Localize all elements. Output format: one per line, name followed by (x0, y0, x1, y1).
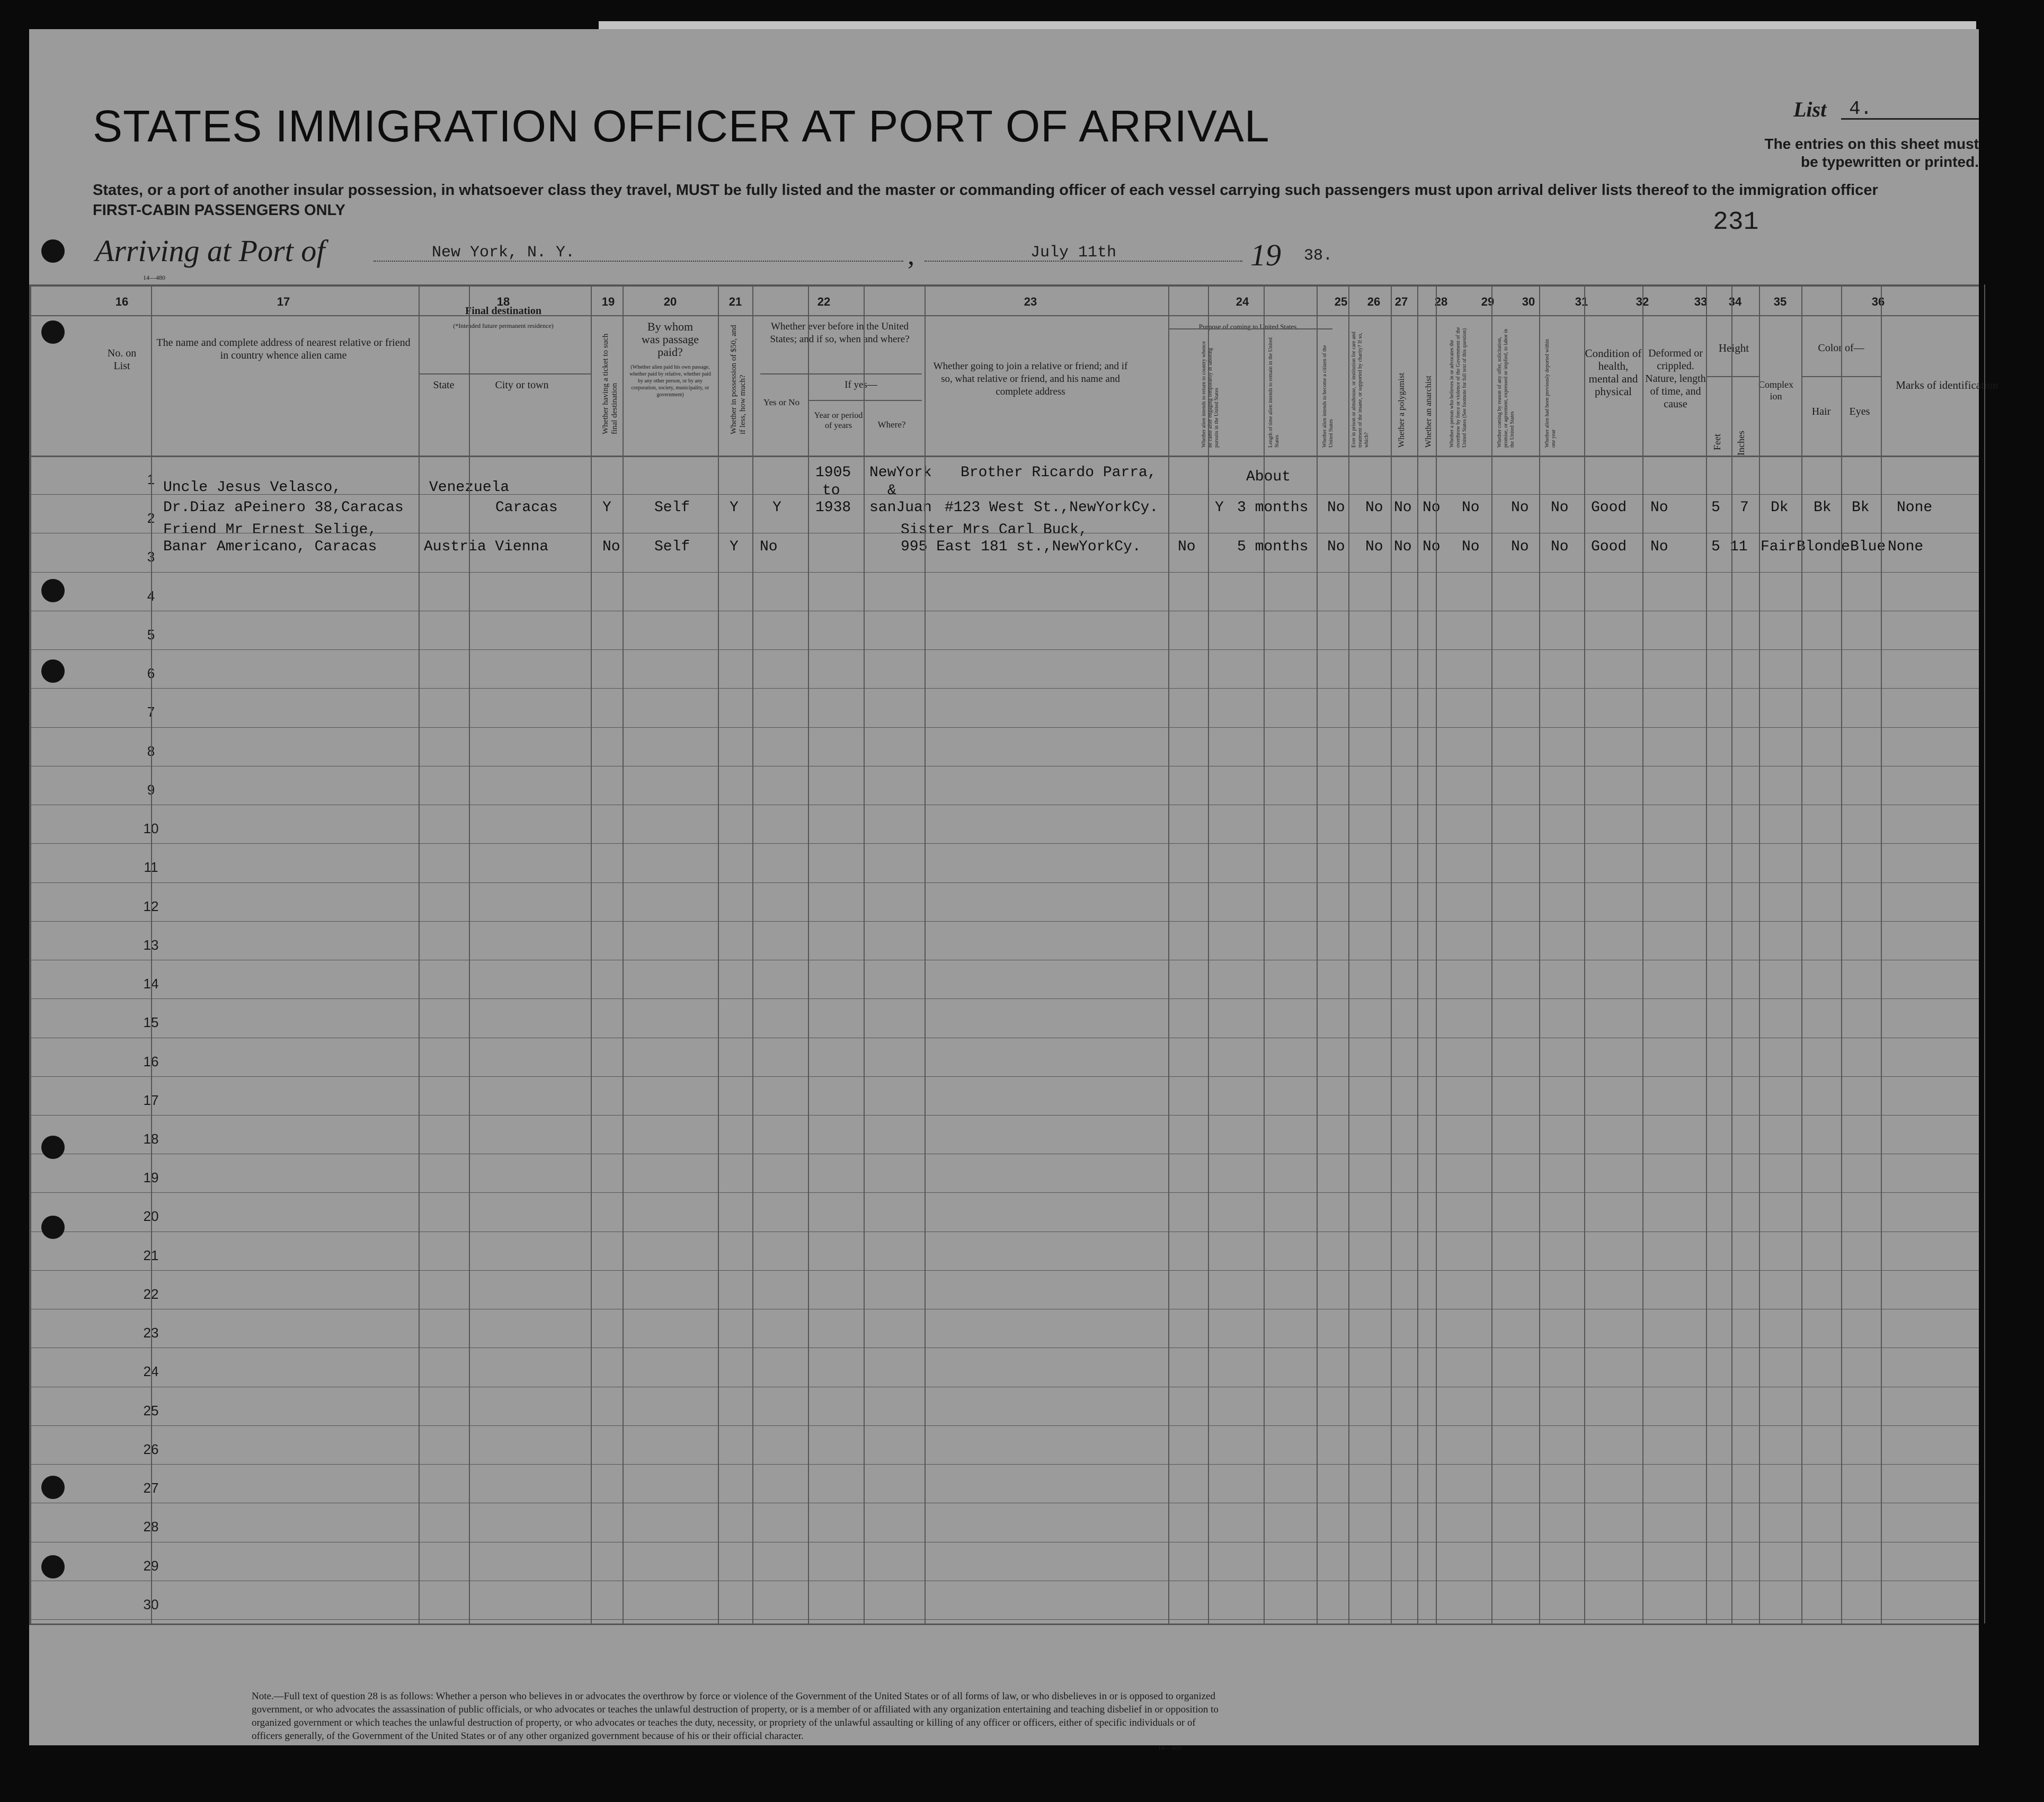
header-where: Where? (877, 420, 906, 430)
entry2-money: Y (730, 539, 739, 555)
entry2-offer: No (1511, 539, 1529, 555)
grid-line (1642, 284, 1643, 1623)
col-26: 26 (1367, 295, 1381, 308)
form-number: 14—480 (143, 274, 165, 281)
row-number: 12 (143, 898, 159, 914)
header-purpose-citizen: Whether alien intends to become a citizen of the United States (1322, 345, 1334, 448)
entry1-anarchist: No (1423, 499, 1441, 516)
row-number: 25 (143, 1403, 159, 1419)
header-overthrow: Whether a person who believes in or advocates the overthrow by force or violence of the Government of the United States (See footnote for full text of this question) (1449, 327, 1468, 448)
col-25: 25 (1334, 295, 1348, 308)
entry2-join-line2: 995 East 181 st.,NewYorkCy. (901, 539, 1141, 555)
entry1-join-line2: #123 West St.,NewYorkCy. (945, 499, 1159, 516)
entry1-deformed: No (1650, 499, 1668, 516)
grid-line (29, 688, 1979, 689)
grid-line (29, 727, 1979, 728)
grid-line (151, 284, 152, 1623)
entry2-relative-line1: Friend Mr Ernest Selige, (163, 522, 377, 538)
grid-line (29, 494, 1979, 495)
entry1-years-line3: 1938 (815, 499, 851, 516)
row-number: 16 (143, 1054, 159, 1069)
entry2-hair: Blonde (1797, 539, 1850, 555)
row-number: 1 (147, 471, 155, 487)
row-number: 21 (143, 1247, 159, 1263)
header-hair: Hair (1811, 406, 1831, 417)
entry1-length-line2: 3 months (1237, 499, 1309, 516)
arriving-label: Arriving at Port of (95, 234, 325, 268)
grid-line (1731, 284, 1732, 1623)
header-purpose-length: Length of time alien intends to remain in the United States (1268, 337, 1280, 448)
row-number: 17 (143, 1092, 159, 1108)
header-if-yes: If yes— (845, 379, 877, 390)
col-24: 24 (1236, 295, 1249, 308)
row-number: 4 (147, 588, 155, 604)
col-17: 17 (277, 295, 290, 308)
binder-hole (41, 579, 65, 602)
grid-line (1391, 284, 1392, 1623)
grid-line (1208, 284, 1209, 1623)
grid-line (1348, 284, 1349, 1623)
row-number: 15 (143, 1014, 159, 1030)
entry1-offer: No (1511, 499, 1529, 516)
grid-line (419, 373, 591, 374)
grid-line (1168, 284, 1169, 1623)
entry2-paid-by: Self (654, 539, 690, 555)
grid-line (29, 649, 1979, 650)
header-city: City or town (495, 379, 549, 391)
col-30: 30 (1522, 295, 1535, 308)
row-number: 30 (143, 1596, 159, 1612)
grid-line (1436, 284, 1437, 1623)
entry2-prison: No (1365, 539, 1383, 555)
row-number: 7 (147, 704, 155, 720)
grid-line (419, 284, 420, 1623)
entry1-polygamist: No (1394, 499, 1412, 516)
row-number: 27 (143, 1480, 159, 1496)
grid-line (29, 1115, 1979, 1116)
col-34: 34 (1728, 295, 1742, 308)
entry2-state-city: Austria Vienna (424, 539, 549, 555)
col-36: 36 (1871, 295, 1885, 308)
header-color-of: Color of— (1818, 342, 1864, 354)
grid-line (29, 1623, 1979, 1625)
row-number: 13 (143, 937, 159, 953)
grid-line (864, 284, 865, 1623)
grid-line (29, 843, 1979, 844)
entry2-complexion: Fair (1761, 539, 1797, 555)
header-ticket: Whether having a ticket to such final destination (601, 333, 619, 434)
col-20: 20 (663, 295, 677, 308)
entry1-where-line2: & (887, 483, 896, 499)
grid-line (1706, 376, 1759, 377)
grid-line (760, 373, 922, 374)
entry1-money: Y (730, 499, 739, 516)
binder-hole (41, 1216, 65, 1239)
entry1-join-line1: Brother Ricardo Parra, (961, 465, 1157, 481)
grid-line (591, 284, 592, 1623)
entry2-citizen: No (1327, 539, 1345, 555)
entry1-purpose-return: Y (1215, 499, 1224, 516)
row-number: 26 (143, 1441, 159, 1457)
binder-hole (41, 1136, 65, 1159)
header-offer: Whether coming by reason of any offer, solicitation, promise, or agreement, expressed or implied, to labor in the United States (1497, 328, 1515, 448)
entry2-feet: 5 (1711, 539, 1720, 555)
entry1-complexion: Dk (1771, 499, 1789, 516)
row-number: 2 (147, 510, 155, 526)
grid-line (1881, 284, 1882, 1623)
grid-line (1491, 284, 1492, 1623)
entry1-prison: No (1365, 499, 1383, 516)
grid-line (29, 1619, 1979, 1620)
entry1-paid-by: Self (654, 499, 690, 516)
row-number: 14 (143, 976, 159, 992)
header-state: State (433, 379, 455, 391)
header-deformed: Deformed or crippled. Nature, length of time, and cause (1645, 347, 1706, 410)
list-underline (1841, 118, 1979, 120)
col-33: 33 (1694, 295, 1708, 308)
list-label: List (1793, 97, 1827, 121)
manifest-sheet (29, 29, 1998, 1752)
header-by-whom: By whom was passage paid? (641, 320, 699, 359)
col-27: 27 (1394, 295, 1408, 308)
row-number: 18 (143, 1131, 159, 1147)
col-19: 19 (601, 295, 615, 308)
header-join: Whether going to join a relative or friend; and if so, what relative or friend, and his name and complete address (933, 361, 1128, 397)
entry1-deported: No (1551, 499, 1569, 516)
header-inches: Inches (1736, 431, 1746, 456)
row-number: 8 (147, 743, 155, 759)
entry2-deformed: No (1650, 539, 1668, 555)
entry1-state: Venezuela (429, 479, 510, 496)
entries-note (1679, 135, 1979, 171)
grid-line (29, 572, 1979, 573)
grid-line (1584, 284, 1585, 1623)
date-value: July 11th (1030, 244, 1117, 262)
col-29: 29 (1481, 295, 1495, 308)
grid-line (29, 1076, 1979, 1077)
header-feet: Feet (1712, 434, 1722, 450)
col-21: 21 (728, 295, 742, 308)
header-ever-before: Whether ever before in the United States; and if so, when and where? (770, 321, 910, 345)
grid-line (1417, 284, 1418, 1623)
first-cabin-label: FIRST-CABIN PASSENGERS ONLY (93, 202, 345, 219)
grid-line (925, 284, 926, 1623)
header-final-destination: Final destination (465, 305, 541, 317)
header-eyes: Eyes (1849, 406, 1870, 417)
row-number: 23 (143, 1325, 159, 1341)
footnote: Note.—Full text of question 28 is as follows: Whether a person who believes in or advocates the overthrow by force or violence of the Government of the United States or of all forms of law, or who disbelieves in or is opposed to organized government, or who advocates the assassination of public officials, or who advocates or teaches the unlawful destruction of property, or is a member of or affiliated with any organization entertaining and teaching disbelief in or opposition to organized government or which teaches the unlawful destruction of property, or who advocates or teaches the duty, necessity, or propriety of the unlawful assaulting or killing of any officer or officers, either of specific individuals or of officers generally, of the Government of the United States or of any other organized government because of his or their official character. (252, 1691, 1219, 1742)
header-anarchist: Whether an anarchist (1424, 376, 1433, 448)
header-yes-no: Yes or No (763, 397, 800, 407)
grid-line (29, 284, 31, 1623)
row-number: 11 (144, 859, 158, 875)
grid-line (29, 456, 1979, 457)
grid-line (469, 284, 470, 1623)
entry1-where-line3: sanJuan (869, 499, 932, 516)
header-height: Height (1718, 342, 1749, 354)
entry1-where-line1: NewYork (869, 465, 932, 481)
grid-line (29, 1192, 1979, 1193)
row-number: 29 (143, 1558, 159, 1574)
page-title: STATES IMMIGRATION OFFICER AT PORT OF ARRIVAL (93, 101, 1270, 151)
grid-line (1759, 284, 1760, 1623)
entry2-ever-before: No (760, 539, 778, 555)
grid-line (718, 284, 719, 1623)
grid-line (29, 315, 1979, 316)
entries-note-line1: The entries on this sheet must (1764, 136, 1979, 152)
sheet-number: 231 (1713, 208, 1759, 237)
entry2-eyes: Blue (1850, 539, 1886, 555)
grid-line (29, 284, 1979, 287)
col-16: 16 (115, 295, 129, 308)
entry1-overthrow: No (1462, 499, 1480, 516)
entry1-ever-before: Y (772, 499, 781, 516)
col-23: 23 (1024, 295, 1037, 308)
header-marks: Marks of identification (1896, 379, 1998, 391)
entry2-purpose-return: No (1178, 539, 1196, 555)
row-number: 10 (143, 820, 159, 836)
col-28: 28 (1434, 295, 1448, 308)
entry1-marks: None (1897, 499, 1933, 516)
binder-hole (41, 1555, 65, 1578)
grid-line (29, 998, 1979, 999)
entry2-ticket: No (602, 539, 620, 555)
grid-line (752, 284, 753, 1623)
entry1-years-line1: 1905 (815, 465, 851, 481)
binder-hole (41, 239, 65, 263)
row-number: 3 (147, 549, 155, 565)
footnote-form-number: 14—480 (1158, 1744, 1182, 1752)
header-prison: Ever in prison or almshouse, or institution for care and treatment of the insane, or supported by charity? If so, which? (1351, 332, 1370, 448)
entry1-city: Caracas (495, 499, 558, 516)
grid-line (808, 284, 809, 1623)
entry1-relative-line1: Uncle Jesus Velasco, (163, 479, 342, 496)
year-suffix: 38. (1304, 247, 1333, 265)
entry1-eyes: Bk (1852, 499, 1870, 516)
entry2-polygamist: No (1394, 539, 1412, 555)
entry2-health: Good (1591, 539, 1627, 555)
grid-line (1706, 284, 1707, 1623)
date-line (925, 261, 1242, 262)
entry2-inches: 11 (1730, 539, 1748, 555)
row-number: 9 (147, 782, 155, 798)
grid-line (623, 284, 624, 1623)
grid-line (1264, 284, 1265, 1623)
binder-hole (41, 1476, 65, 1499)
grid-line (1801, 284, 1802, 1623)
instruction-text: States, or a port of another insular possession, in whatsoever class they travel, MUST be fully listed and the master or commanding officer of each vessel carrying such passengers must upon arrival deliver lists thereof to the immigration officer (93, 182, 1878, 199)
grid-line (29, 921, 1979, 922)
header-purpose-return: Whether alien intends to return to country whence he came after engaging temporarily in laboring pursuits in the United States (1201, 341, 1220, 448)
entry2-relative-line2: Banar Americano, Caracas (163, 539, 377, 555)
header-polygamist: Whether a polygamist (1397, 372, 1406, 448)
binder-hole (41, 659, 65, 683)
header-deported: Whether alien had been previously deported within one year (1544, 339, 1557, 448)
row-number: 22 (143, 1286, 159, 1302)
header-complexion: Complexion (1758, 379, 1793, 402)
comma: , (908, 240, 914, 271)
header-money: Whether in possession of $50, and if less, how much? (730, 325, 747, 434)
list-number: 4. (1849, 98, 1872, 120)
col-31: 31 (1575, 295, 1588, 308)
grid-line (808, 400, 922, 401)
grid-line (29, 1425, 1979, 1426)
row-number: 5 (147, 627, 155, 643)
header-relative: The name and complete address of nearest relative or friend in country whence alien came (156, 337, 411, 361)
entry1-length-line1: About (1246, 469, 1291, 485)
col-18: 18 (496, 295, 510, 308)
port-value: New York, N. Y. (432, 244, 575, 262)
entry2-join-line1: Sister Mrs Carl Buck, (901, 522, 1088, 538)
entry2-deported: No (1551, 539, 1569, 555)
entry1-citizen: No (1327, 499, 1345, 516)
entry1-relative-line2: Dr.Diaz aPeinero 38,Caracas (163, 499, 404, 516)
entry2-overthrow: No (1462, 539, 1480, 555)
row-number: 19 (143, 1170, 159, 1185)
entry1-hair: Bk (1814, 499, 1832, 516)
row-number: 20 (143, 1208, 159, 1224)
header-year-period: Year or period of years (814, 411, 863, 430)
entry1-ticket: Y (602, 499, 611, 516)
entries-note-line2: be typewritten or printed. (1800, 154, 1979, 170)
entry1-inches: 7 (1740, 499, 1749, 516)
entry1-years-line2: to (822, 483, 840, 499)
entry1-health: Good (1591, 499, 1627, 516)
col-35: 35 (1773, 295, 1787, 308)
row-number: 28 (143, 1519, 159, 1535)
entry2-anarchist: No (1423, 539, 1441, 555)
grid-line (29, 1270, 1979, 1271)
row-number: 24 (143, 1363, 159, 1379)
port-line (374, 261, 903, 262)
header-final-destination-note: (*Intended future permanent residence) (453, 322, 554, 329)
entry1-feet: 5 (1711, 499, 1720, 516)
year-prefix: 19 (1250, 238, 1281, 272)
grid-line (1841, 284, 1842, 1623)
header-purpose: Purpose of coming to United States (1198, 323, 1297, 331)
header-no-on-list: No. on List (107, 347, 137, 372)
entry2-marks: None (1888, 539, 1924, 555)
grid-line (1984, 284, 1985, 1623)
col-32: 32 (1636, 295, 1649, 308)
grid-line (29, 882, 1979, 883)
grid-line (1168, 328, 1332, 329)
entry2-length: 5 months (1237, 539, 1309, 555)
header-by-whom-note: (Whether alien paid his own passage, whether paid by relative, whether paid by any other person, or by any corporation, society, municipality, or government) (629, 364, 711, 398)
row-number: 6 (147, 665, 155, 681)
header-condition: Condition of health, mental and physical (1585, 347, 1642, 398)
binder-hole (41, 320, 65, 344)
grid-line (29, 1464, 1979, 1465)
col-22: 22 (817, 295, 831, 308)
grid-line (1317, 284, 1318, 1623)
grid-line (1539, 284, 1540, 1623)
